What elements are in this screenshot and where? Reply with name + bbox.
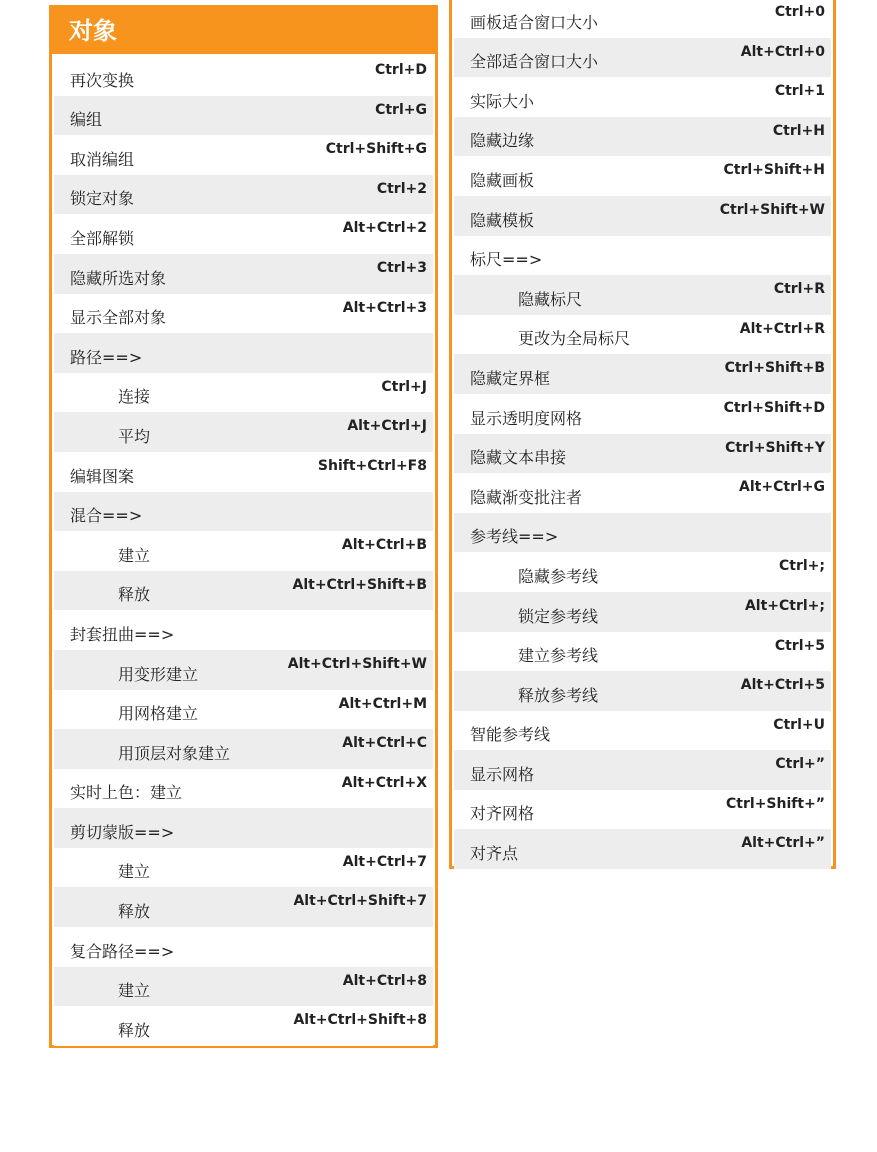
shortcut-keys: Ctrl+2 bbox=[376, 180, 427, 197]
command-label: 编辑图案 bbox=[70, 466, 135, 486]
shortcut-row bbox=[454, 592, 831, 632]
shortcut-keys: Alt+Ctrl+Shift+B bbox=[292, 576, 427, 593]
command-label: 显示全部对象 bbox=[70, 308, 167, 328]
shortcut-keys: Alt+Ctrl+B bbox=[341, 537, 427, 554]
shortcut-row bbox=[454, 632, 831, 672]
command-label: 路径==> bbox=[70, 347, 143, 367]
shortcut-list bbox=[452, 0, 833, 869]
shortcut-keys: Ctrl+U bbox=[773, 716, 825, 733]
shortcut-keys: Alt+Ctrl+M bbox=[338, 695, 427, 712]
shortcut-row bbox=[54, 650, 433, 690]
shortcut-list bbox=[52, 54, 435, 1046]
shortcut-row bbox=[454, 236, 831, 276]
shortcut-row bbox=[54, 452, 433, 492]
command-label: 建立 bbox=[118, 545, 151, 565]
shortcut-keys: Alt+Ctrl+R bbox=[739, 320, 825, 337]
shortcut-row bbox=[454, 117, 831, 157]
shortcut-keys: Ctrl+Shift+Y bbox=[725, 439, 825, 456]
shortcut-keys: Alt+Ctrl+Shift+W bbox=[287, 655, 427, 672]
shortcut-row bbox=[54, 571, 433, 611]
command-label: 对齐网格 bbox=[470, 804, 535, 824]
shortcut-keys: Shift+Ctrl+F8 bbox=[317, 457, 427, 474]
shortcut-keys: Ctrl+” bbox=[775, 756, 825, 773]
shortcut-row bbox=[454, 829, 831, 869]
command-label: 释放参考线 bbox=[518, 685, 599, 705]
shortcut-row bbox=[454, 790, 831, 830]
shortcut-keys: Alt+Ctrl+” bbox=[741, 835, 825, 852]
command-label: 隐藏所选对象 bbox=[70, 268, 167, 288]
command-label: 标尺==> bbox=[470, 250, 543, 270]
shortcut-row bbox=[54, 769, 433, 809]
shortcut-keys: Alt+Ctrl+; bbox=[744, 597, 825, 614]
shortcut-keys: Alt+Ctrl+Shift+8 bbox=[293, 1012, 427, 1029]
shortcut-keys: Alt+Ctrl+0 bbox=[740, 43, 825, 60]
command-label: 参考线==> bbox=[470, 527, 559, 547]
shortcut-row bbox=[454, 315, 831, 355]
shortcut-row bbox=[454, 196, 831, 236]
shortcut-row bbox=[54, 1006, 433, 1046]
shortcut-row bbox=[54, 333, 433, 373]
command-label: 释放 bbox=[118, 585, 151, 605]
shortcut-keys: Ctrl+5 bbox=[774, 637, 825, 654]
shortcut-keys: Alt+Ctrl+5 bbox=[740, 677, 825, 694]
command-label: 显示网格 bbox=[470, 764, 535, 784]
shortcut-keys: Ctrl+Shift+B bbox=[724, 360, 825, 377]
shortcut-row bbox=[54, 294, 433, 334]
command-label: 混合==> bbox=[70, 506, 143, 526]
command-label: 剪切蒙版==> bbox=[70, 822, 175, 842]
shortcut-row bbox=[454, 275, 831, 315]
shortcut-keys: Ctrl+G bbox=[375, 101, 427, 118]
command-label: 隐藏参考线 bbox=[518, 566, 599, 586]
shortcut-keys: Alt+Ctrl+7 bbox=[342, 853, 427, 870]
command-label: 用网格建立 bbox=[118, 704, 199, 724]
shortcut-row bbox=[54, 412, 433, 452]
shortcut-row bbox=[54, 492, 433, 532]
shortcut-row bbox=[454, 38, 831, 78]
command-label: 用顶层对象建立 bbox=[118, 743, 231, 763]
command-label: 再次变换 bbox=[70, 70, 135, 90]
shortcut-row bbox=[54, 927, 433, 967]
command-label: 用变形建立 bbox=[118, 664, 199, 684]
command-label: 复合路径==> bbox=[70, 941, 175, 961]
shortcut-row bbox=[454, 394, 831, 434]
command-label: 画板适合窗口大小 bbox=[470, 12, 599, 32]
command-label: 实时上色：建立 bbox=[70, 783, 183, 803]
command-label: 更改为全局标尺 bbox=[518, 329, 631, 349]
shortcut-keys: Alt+Ctrl+G bbox=[739, 479, 825, 496]
command-label: 建立 bbox=[118, 862, 151, 882]
command-label: 显示透明度网格 bbox=[470, 408, 583, 428]
command-label: 实际大小 bbox=[470, 91, 535, 111]
command-label: 取消编组 bbox=[70, 149, 135, 169]
command-label: 封套扭曲==> bbox=[70, 624, 175, 644]
command-label: 隐藏标尺 bbox=[518, 289, 583, 309]
shortcut-row bbox=[454, 671, 831, 711]
shortcut-row bbox=[54, 808, 433, 848]
shortcut-keys: Ctrl+Shift+” bbox=[726, 795, 825, 812]
shortcut-row bbox=[54, 967, 433, 1007]
shortcut-row bbox=[454, 513, 831, 553]
command-label: 全部适合窗口大小 bbox=[470, 52, 599, 72]
shortcut-row bbox=[454, 750, 831, 790]
shortcut-keys: Ctrl+Shift+D bbox=[723, 399, 825, 416]
command-label: 编组 bbox=[70, 110, 103, 130]
shortcut-keys: Alt+Ctrl+8 bbox=[342, 972, 427, 989]
shortcut-keys: Ctrl+Shift+W bbox=[719, 201, 825, 218]
shortcut-row bbox=[454, 552, 831, 592]
shortcut-keys: Ctrl+H bbox=[772, 122, 825, 139]
shortcut-row bbox=[54, 135, 433, 175]
shortcut-keys: Ctrl+1 bbox=[774, 83, 825, 100]
shortcut-keys: Ctrl+J bbox=[381, 378, 427, 395]
command-label: 智能参考线 bbox=[470, 725, 551, 745]
command-label: 连接 bbox=[118, 387, 151, 407]
shortcut-keys: Alt+Ctrl+X bbox=[341, 774, 427, 791]
shortcut-keys: Ctrl+R bbox=[773, 281, 825, 298]
shortcut-row bbox=[54, 373, 433, 413]
command-label: 平均 bbox=[118, 426, 151, 446]
shortcut-row bbox=[54, 729, 433, 769]
command-label: 隐藏文本串接 bbox=[470, 448, 567, 468]
shortcut-row bbox=[54, 175, 433, 215]
shortcut-keys: Alt+Ctrl+Shift+7 bbox=[293, 893, 427, 910]
shortcut-row bbox=[454, 711, 831, 751]
command-label: 隐藏定界框 bbox=[470, 368, 551, 388]
shortcut-row bbox=[54, 610, 433, 650]
shortcut-keys: Alt+Ctrl+C bbox=[342, 735, 427, 752]
command-label: 隐藏模板 bbox=[470, 210, 535, 230]
shortcut-row bbox=[454, 473, 831, 513]
command-label: 锁定参考线 bbox=[518, 606, 599, 626]
shortcut-row bbox=[54, 887, 433, 927]
shortcut-keys: Alt+Ctrl+3 bbox=[342, 299, 427, 316]
shortcut-keys: Ctrl+D bbox=[374, 62, 427, 78]
shortcut-keys: Ctrl+3 bbox=[376, 259, 427, 276]
shortcut-row bbox=[454, 0, 831, 38]
command-label: 建立参考线 bbox=[518, 646, 599, 666]
shortcut-row bbox=[54, 96, 433, 136]
shortcut-row bbox=[54, 214, 433, 254]
command-label: 释放 bbox=[118, 902, 151, 922]
shortcut-keys: Ctrl+Shift+H bbox=[723, 162, 825, 179]
shortcut-keys: Alt+Ctrl+2 bbox=[342, 220, 427, 237]
shortcut-row bbox=[454, 156, 831, 196]
object-shortcuts-panel bbox=[49, 5, 438, 1048]
panel-title: 对象 bbox=[52, 8, 435, 54]
shortcut-keys: Ctrl+Shift+G bbox=[325, 141, 427, 158]
command-label: 建立 bbox=[118, 981, 151, 1001]
shortcut-row bbox=[54, 56, 433, 96]
shortcut-keys: Ctrl+; bbox=[779, 558, 825, 575]
command-label: 释放 bbox=[118, 1020, 151, 1040]
command-label: 隐藏画板 bbox=[470, 170, 535, 190]
command-label: 全部解锁 bbox=[70, 228, 135, 248]
shortcut-row bbox=[54, 690, 433, 730]
command-label: 对齐点 bbox=[470, 844, 519, 864]
shortcut-row bbox=[54, 848, 433, 888]
command-label: 锁定对象 bbox=[70, 189, 135, 209]
shortcut-row bbox=[54, 531, 433, 571]
command-label: 隐藏边缘 bbox=[470, 131, 535, 151]
shortcut-keys: Ctrl+0 bbox=[774, 4, 825, 20]
shortcut-row bbox=[454, 434, 831, 474]
shortcut-keys: Alt+Ctrl+J bbox=[347, 418, 427, 435]
shortcut-row bbox=[454, 354, 831, 394]
command-label: 隐藏渐变批注者 bbox=[470, 487, 583, 507]
view-shortcuts-panel bbox=[449, 0, 836, 869]
shortcut-row bbox=[454, 77, 831, 117]
shortcut-row bbox=[54, 254, 433, 294]
